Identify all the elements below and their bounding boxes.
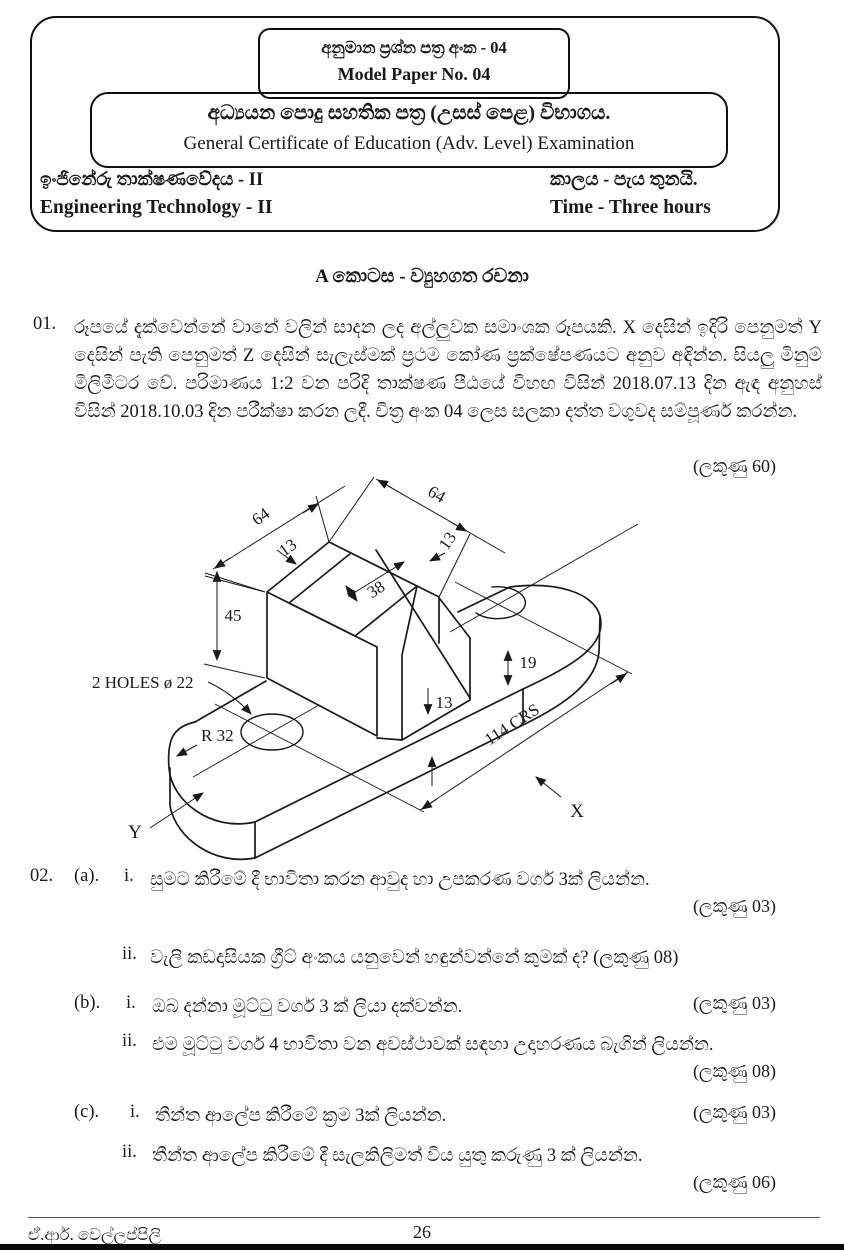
- footer-divider: [28, 1217, 820, 1218]
- dim-19-label: 19: [519, 653, 537, 672]
- q02b-ii-marks: (ලකුණු 08): [692, 1061, 776, 1081]
- q02c-ii-label: ii.: [122, 1142, 137, 1162]
- subject-sinhala: ඉංජිනේරු තාක්ෂණවේදය - II: [40, 170, 264, 190]
- q01-text: රූපයේ දැක්වෙන්නේ වානේ වලින් සාදන ලද අල්ලුවක සමාංශක රූපයකි. X දෙසින් ඉදිරි පෙනුමත් Y දෙසින් පැති පෙනුමත් Z දෙසින් සැලැස්මක් ප්‍රථම කෝණ ප්‍රක්ෂේපණයට අනුව අඳින්න. සියලු මිනුම් මිලිමීටර වේ. පරිමාණය 1:2 වන පරිදි තාක්ෂණ පීඨයේ විහඟ විසින් 2018.07.13 දින ඇඳ අනුහස් විසින් 2018.10.03 දින පරීක්ෂා කරන ලදී. චිත්‍ර අංක 04 ලෙස සලකා දත්ත වගුවද සම්පූර්ණ කරන්න.: [74, 318, 822, 422]
- q02b-ii-label: ii.: [122, 1031, 137, 1051]
- dim-64-right-arrow-a: [378, 480, 392, 488]
- q02c-i-label: i.: [130, 1102, 140, 1122]
- q02c-i-text: තීන්ත ආලේප කිරීමේ ක්‍රම 3ක් ලියන්න.: [155, 1106, 447, 1126]
- footer-author: ඒ.ආර්. වෙල්ලප්පිලි: [28, 1225, 162, 1244]
- q02c-i-marks: (ලකුණු 03): [692, 1102, 776, 1122]
- dim-64-left-label: 64: [248, 503, 274, 530]
- dim-45-label: 45: [224, 606, 242, 625]
- q02b-label: (b).: [74, 993, 101, 1013]
- q02b-i-marks: (ලකුණු 03): [692, 993, 776, 1013]
- dim-38-label: 38: [363, 576, 389, 602]
- isometric-figure: [0, 452, 844, 864]
- section-a-title: A කොටස - ව්‍යුහගත රචනා: [315, 266, 529, 287]
- dim-13-top-left-label: 13: [275, 534, 301, 561]
- dim-64-right-arrow-b: [452, 523, 466, 531]
- model-paper-box: [258, 28, 570, 99]
- dim-114-arrow-b: [611, 674, 626, 684]
- dim-64-right-lines: [329, 477, 505, 597]
- exam-title-english: General Certificate of Education (Adv. Level) Examination: [183, 133, 635, 154]
- paper-number-sinhala: අනුමාන ප්‍රශ්න පත්‍ර අංක - 04: [321, 38, 507, 57]
- axis-x-arrow: [536, 777, 561, 797]
- exam-title-sinhala: අධ්‍යයන පොදු සහතික පත්‍ර (උසස් පෙළ) විභාගය.: [207, 102, 611, 124]
- exam-title-box: [90, 92, 728, 168]
- time-sinhala: කාලය - පැය තුනයි.: [550, 170, 698, 190]
- q01-number: 01.: [33, 314, 57, 334]
- dim-114-crs-label: 114 CRS: [481, 699, 543, 750]
- right-wall-face: [377, 586, 470, 740]
- subject-english: Engineering Technology - II: [40, 197, 273, 218]
- time-english: Time - Three hours: [550, 197, 711, 218]
- q02b-i-label: i.: [126, 993, 136, 1013]
- dim-45-ext-lines: [204, 576, 265, 678]
- dim-38-arrows: [346, 586, 357, 601]
- paper-number-english: Model Paper No. 04: [337, 64, 491, 84]
- scan-edge-bar: [0, 1244, 844, 1250]
- dim-64-left-lines: [205, 486, 345, 592]
- dim-13-top-right-arrow: [430, 553, 445, 561]
- radius-leader: [177, 745, 197, 756]
- q02a-ii-label: ii.: [122, 944, 137, 964]
- dim-64-left-arrow-a: [215, 558, 230, 568]
- centerlines: [193, 524, 638, 812]
- q02c-ii-marks: (ලකුණු 06): [692, 1172, 776, 1192]
- q02a-label: (a).: [74, 866, 100, 886]
- q02a-i-label: i.: [124, 866, 134, 886]
- dim-114-arrow-a: [422, 799, 437, 809]
- q02a-i-text: සුමට කිරීමේ දී භාවිතා කරන ආවුද හා උපකරණ වර්ග 3ක් ලියන්න.: [150, 870, 650, 890]
- q01-marks: (ලකුණු 60): [692, 456, 776, 476]
- time-block: [550, 167, 780, 221]
- q02a-i-marks: (ලකුණු 03): [692, 896, 776, 916]
- holes-leader: [208, 682, 251, 714]
- dim-64-left-arrow-b: [303, 504, 318, 513]
- page-number: 26: [413, 1222, 431, 1242]
- q02-number: 02.: [30, 866, 54, 886]
- axis-y-label: Y: [128, 822, 142, 843]
- q02c-ii-text: තීන්ත ආලේප කිරීමේ දී සැලකිලිමත් විය යුතු කරුණු 3 ක් ලියන්න.: [152, 1146, 643, 1166]
- holes-note-label: 2 HOLES ø 22: [92, 673, 194, 692]
- radius-note-label: R 32: [201, 726, 234, 745]
- dim-13-top-right-label: 13: [434, 528, 461, 554]
- q02b-i-text: ඔබ දන්නා මූට්ටු වර්ග 3 ක් ලියා දක්වන්න.: [152, 997, 463, 1017]
- slot-diagonal: [376, 550, 470, 698]
- dim-13-bottom-label: 13: [435, 693, 453, 712]
- dim-64-right-label: 64: [424, 481, 449, 507]
- q02c-label: (c).: [74, 1102, 100, 1122]
- header-box: [30, 16, 780, 232]
- block-end-face: [267, 592, 377, 736]
- q02a-ii-text: වැලි කඩදාසියක ග්‍රීට් අංකය යනුවෙන් හඳුන්වන්නේ කුමක් ද? (ලකුණු 08): [150, 948, 679, 968]
- axis-x-label: X: [570, 801, 584, 822]
- subject-block: [40, 167, 440, 221]
- base-back-edges: [195, 587, 510, 722]
- q02b-ii-text: එම මූට්ටු වර්ග 4 භාවිතා වන අවස්ථාවක් සඳහා උදාහරණය බැගින් ලියන්න.: [152, 1035, 714, 1055]
